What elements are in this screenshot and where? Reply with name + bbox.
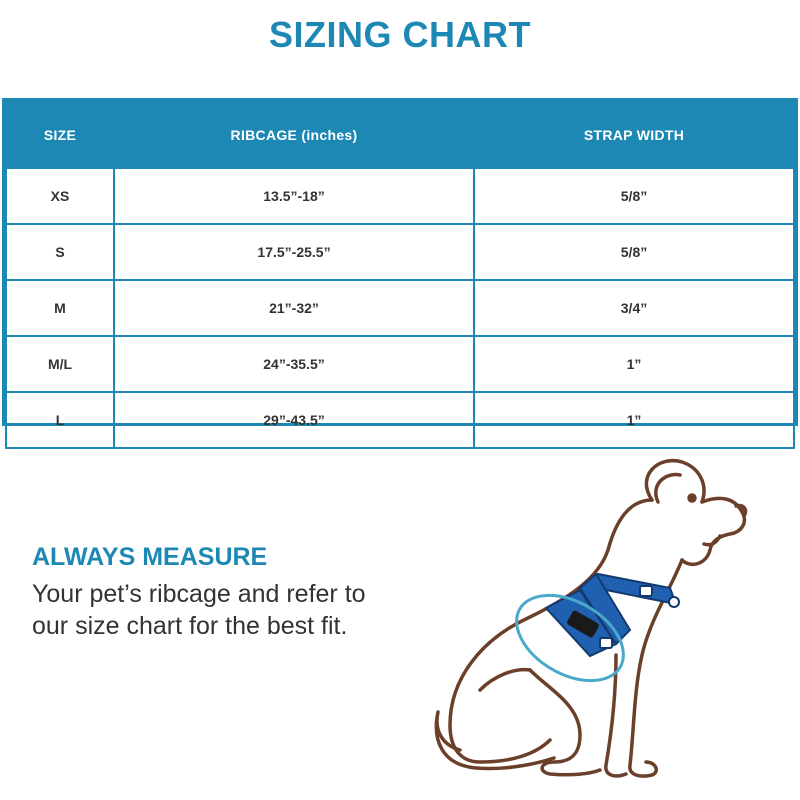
table-row — [6, 336, 794, 392]
cell-strap-width: 1” — [474, 336, 794, 392]
cell-ribcage: 13.5”-18” — [114, 168, 474, 224]
sizing-table — [2, 98, 798, 426]
cell-strap-width: 5/8” — [474, 168, 794, 224]
cell-size: M/L — [6, 336, 114, 392]
table-row — [6, 168, 794, 224]
cell-ribcage: 21”-32” — [114, 280, 474, 336]
cell-size: L — [6, 392, 114, 448]
header-size: SIZE — [6, 102, 114, 168]
measure-heading: ALWAYS MEASURE — [32, 543, 268, 571]
header-strap-width: STRAP WIDTH — [474, 102, 794, 168]
page-title: SIZING CHART — [269, 14, 531, 55]
table-header-row — [6, 102, 794, 168]
cell-ribcage: 29”-43.5” — [114, 392, 474, 448]
cell-strap-width: 1” — [474, 392, 794, 448]
dog-with-harness-illustration — [420, 440, 780, 800]
table-row — [6, 224, 794, 280]
measure-line: our size chart for the best fit. — [32, 612, 348, 640]
cell-strap-width: 3/4” — [474, 280, 794, 336]
cell-strap-width: 5/8” — [474, 224, 794, 280]
cell-size: M — [6, 280, 114, 336]
measure-line: Your pet’s ribcage and refer to — [32, 580, 366, 608]
cell-size: XS — [6, 168, 114, 224]
measure-description — [32, 578, 432, 642]
header-ribcage: RIBCAGE (inches) — [114, 102, 474, 168]
cell-size: S — [6, 224, 114, 280]
table-row — [6, 280, 794, 336]
cell-ribcage: 24”-35.5” — [114, 336, 474, 392]
cell-ribcage: 17.5”-25.5” — [114, 224, 474, 280]
